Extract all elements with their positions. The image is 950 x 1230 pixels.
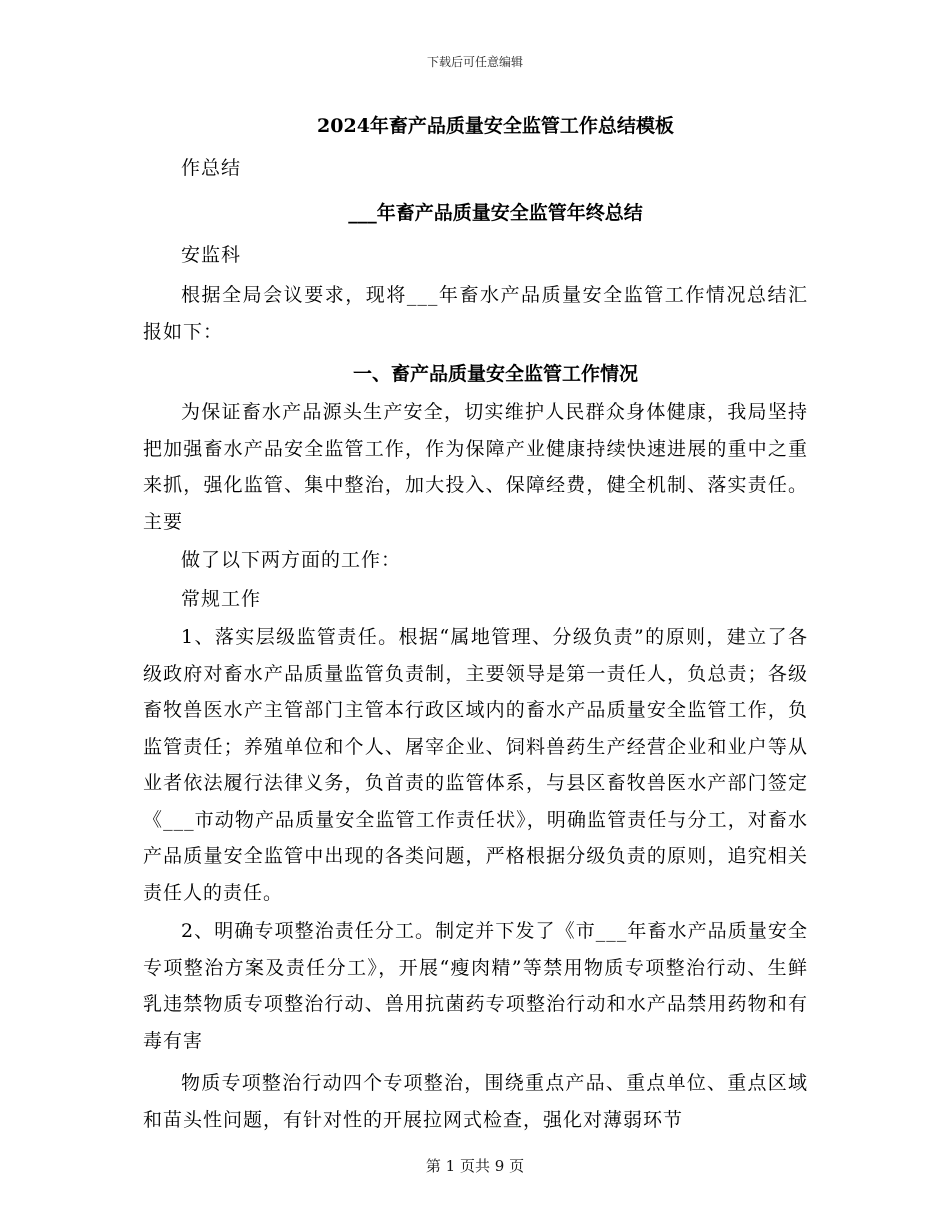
paragraph-1: 为保证畜水产品源头生产安全，切实维护人民群众身体健康，我局坚持把加强畜水产品安全监管工作，作为保障产业健康持续快速进展的重中之重来抓，强化监管、集中整治，加大投入、保障经费，健全机制、落实责任。主要 <box>143 401 808 533</box>
paragraph-zuo: 作总结 <box>181 157 242 179</box>
paragraph-3: 常规工作 <box>181 587 262 610</box>
section-heading-1: 一、畜产品质量安全监管工作情况 <box>352 363 638 385</box>
paragraph-6: 物质专项整治行动四个专项整治，围绕重点产品、重点单位、重点区域和苗头性问题，有针对性的开展拉网式检查，强化对薄弱环节 <box>143 1072 808 1131</box>
page-footer: 第 1 页共 9 页 <box>425 1157 525 1175</box>
paragraph-2: 做了以下两方面的工作： <box>181 549 402 571</box>
document-title: 2024年畜产品质量安全监管工作总结模板 <box>317 115 674 137</box>
document-subtitle: ___年畜产品质量安全监管年终总结 <box>348 201 643 224</box>
paragraph-intro: 根据全局会议要求，现将___年畜水产品质量安全监管工作情况总结汇报如下： <box>143 284 808 343</box>
page-header: 下载后可任意编辑 <box>426 55 523 69</box>
paragraph-5: 2、明确专项整治责任分工。制定并下发了《市___年畜水产品质量安全专项整治方案及责任分工》，开展“瘦肉精”等禁用物质专项整治行动、生鲜乳违禁物质专项整治行动、兽用抗菌药专项整治行动和水产品禁用药物和有毒有害 <box>143 920 808 1052</box>
paragraph-4: 1、落实层级监管责任。根据“属地管理、分级负责”的原则，建立了各级政府对畜水产品质量监管负责制，主要领导是第一责任人，负总责；各级畜牧兽医水产主管部门主管本行政区域内的畜水产品质量安全监管工作，负监管责任；养殖单位和个人、屠宰企业、饲料兽药生产经营企业和业户等从业者依法履行法律义务，负首责的监管体系，与县区畜牧兽医水产部门签定《___市动物产品质量安全监管工作责任状》，明确监管责任与分工，对畜水产品质量安全监管中出现的各类问题，严格根据分级负责的原则，追究相关责任人的责任。 <box>143 626 808 904</box>
paragraph-department: 安监科 <box>181 243 242 266</box>
document-body <box>143 108 808 1138</box>
